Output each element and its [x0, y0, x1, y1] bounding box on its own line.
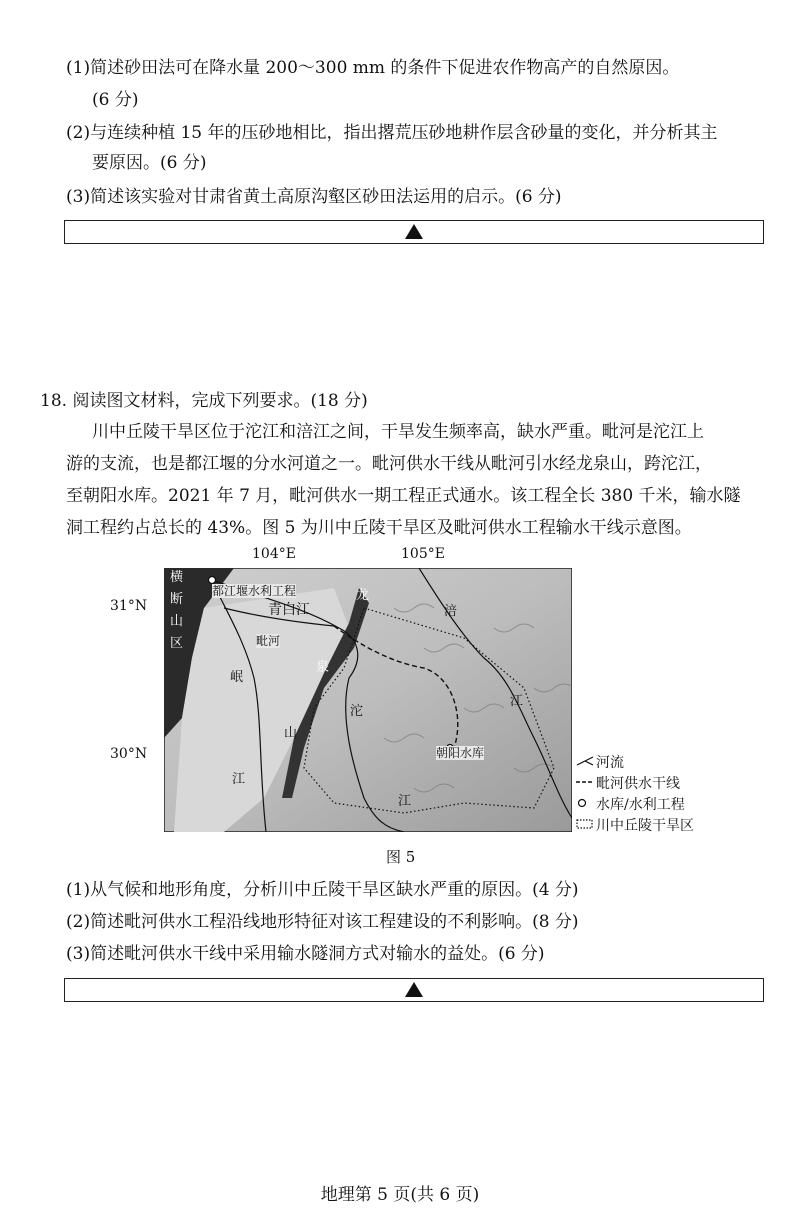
- q18-para-line1: 川中丘陵干旱区位于沱江和涪江之间，干旱发生频率高，缺水严重。毗河是沱江上: [92, 422, 704, 442]
- label-chaoyang: 朝阳水库: [436, 746, 485, 760]
- q18-sub1: (1)从气候和地形角度，分析川中丘陵干旱区缺水严重的原因。(4 分): [66, 880, 579, 900]
- lat-30-label: 30°N: [110, 746, 148, 762]
- river-icon: [576, 755, 596, 771]
- answer-marker-triangle-icon: [405, 224, 423, 239]
- q17-sub1-line2: (6 分): [92, 90, 139, 110]
- q18-answer-box[interactable]: [64, 978, 764, 1002]
- q18-sub3: (3)简述毗河供水干线中采用输水隧洞方式对输水的益处。(6 分): [66, 944, 545, 964]
- label-hengduan-1: 横: [170, 570, 184, 585]
- label-hengduan-4: 区: [170, 636, 184, 651]
- q17-sub2-line2: 要原因。(6 分): [92, 153, 207, 173]
- legend-reservoir: 水库/水利工程: [576, 794, 685, 814]
- label-min: 岷: [230, 670, 244, 685]
- lon-105-label: 105°E: [401, 546, 445, 562]
- circle-icon: [576, 797, 596, 813]
- q18-para-line4: 洞工程约占总长的 43%。图 5 为川中丘陵干旱区及毗河供水工程输水干线示意图。: [66, 518, 692, 538]
- dashed-line-icon: [576, 776, 596, 792]
- q17-sub2-line1: (2)与连续种植 15 年的压砂地相比，指出撂荒压砂地耕作层含砂量的变化，并分析其主: [66, 123, 718, 143]
- label-long: 龙: [356, 588, 370, 603]
- figure-caption: 图 5: [386, 848, 416, 866]
- page-footer: 地理第 5 页(共 6 页): [320, 1185, 480, 1205]
- dujiangyan-marker: [209, 577, 216, 584]
- legend-river: 河流: [576, 752, 624, 772]
- label-hengduan-2: 断: [170, 592, 184, 607]
- dotted-box-icon: [576, 818, 596, 834]
- label-hengduan-3: 山: [170, 614, 184, 629]
- q18-para-line3: 至朝阳水库。2021 年 7 月，毗河供水一期工程正式通水。该工程全长 380 千米，输水隧: [66, 486, 741, 506]
- label-shan: 山: [284, 726, 298, 741]
- legend-supply-line: 毗河供水干线: [576, 773, 680, 793]
- q18-heading: 18. 阅读图文材料，完成下列要求。(18 分): [40, 391, 368, 411]
- q17-answer-box[interactable]: [64, 220, 764, 244]
- label-tuo: 沱: [350, 704, 364, 719]
- lon-104-label: 104°E: [252, 546, 296, 562]
- q17-sub1-line1: (1)简述砂田法可在降水量 200～300 mm 的条件下促进农作物高产的自然原因。: [66, 58, 680, 78]
- label-min-jiang: 江: [232, 772, 246, 787]
- lat-31-label: 31°N: [110, 598, 148, 614]
- q18-para-line2: 游的支流，也是都江堰的分水河道之一。毗河供水干线从毗河引水经龙泉山，跨沱江，: [66, 454, 712, 474]
- label-tuo-jiang: 江: [398, 794, 412, 809]
- label-qingbaijiang: 青白江: [268, 602, 310, 618]
- label-pihe: 毗河: [256, 634, 281, 648]
- legend-dry-zone: 川中丘陵干旱区: [576, 815, 694, 835]
- label-fu: 涪: [444, 604, 458, 619]
- label-fu-jiang: 江: [510, 694, 524, 709]
- label-dujiangyan: 都江堰水利工程: [212, 584, 297, 598]
- q18-sub2: (2)简述毗河供水工程沿线地形特征对该工程建设的不利影响。(8 分): [66, 912, 579, 932]
- label-quan: 泉: [316, 660, 330, 675]
- answer-marker-triangle-icon: [405, 982, 423, 997]
- q17-sub3: (3)简述该实验对甘肃省黄土高原沟壑区砂田法运用的启示。(6 分): [66, 187, 562, 207]
